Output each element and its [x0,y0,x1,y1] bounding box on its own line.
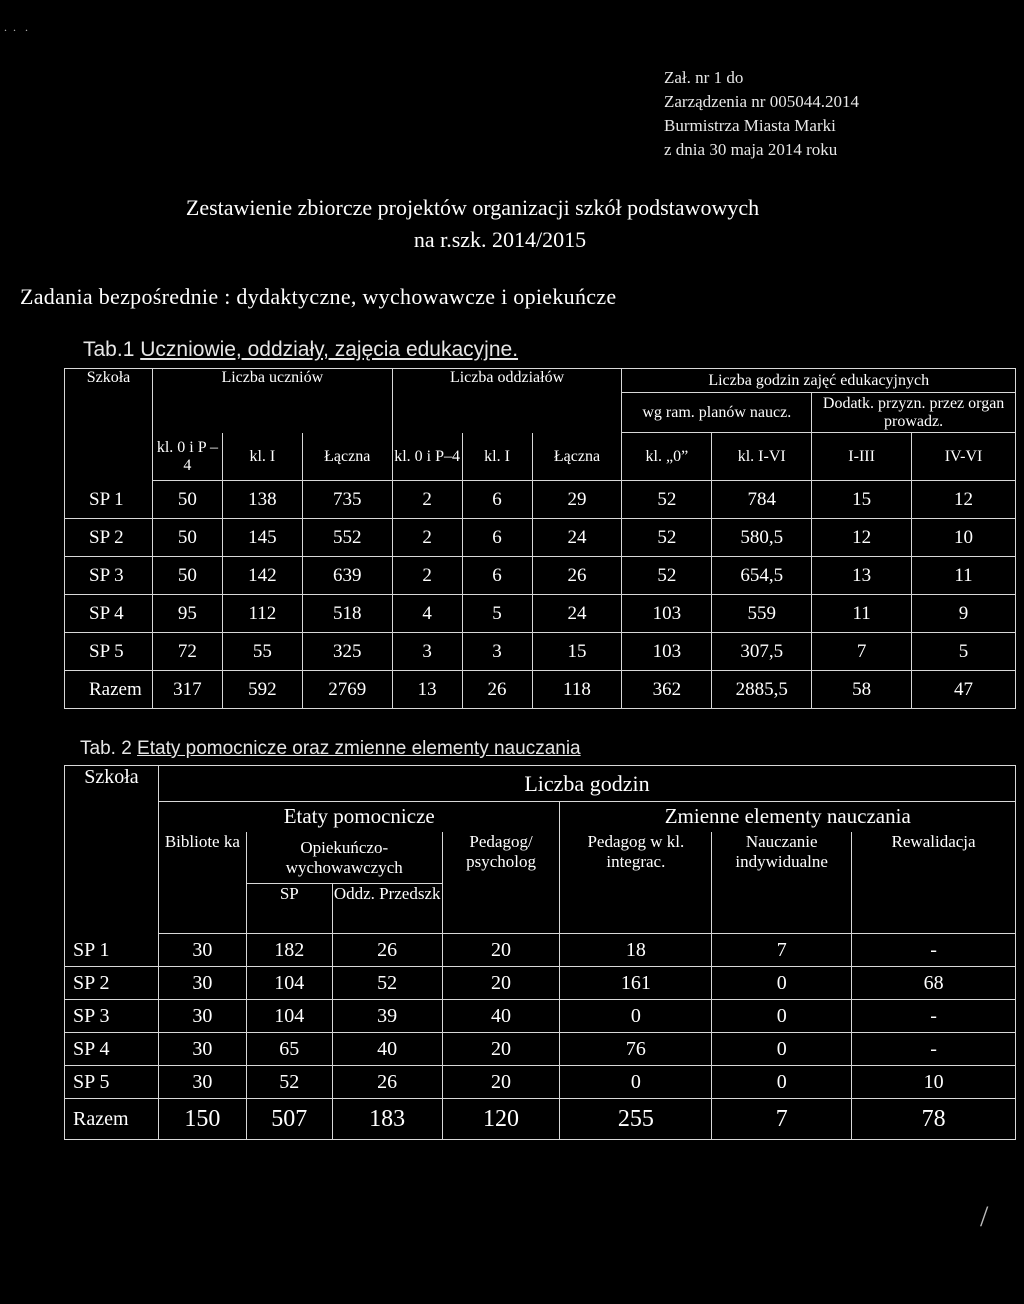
table-cell: 145 [222,519,302,557]
row-school: SP 3 [65,557,153,595]
row-school: SP 4 [65,595,153,633]
total-cell: 120 [442,1099,560,1140]
row-school: SP 5 [65,633,153,671]
scan-mark: / [980,1200,989,1233]
table-row [65,1033,1016,1066]
table-cell: 26 [532,557,622,595]
attachment-line-1: Zał. nr 1 do [664,68,744,87]
table-cell: 362 [622,671,712,709]
header-library: Bibliote ka [158,832,246,934]
table-cell: 10 [852,1066,1016,1099]
table-row [65,1000,1016,1033]
attachment-line-4: z dnia 30 maja 2014 roku [664,140,838,159]
table-cell: 15 [812,481,912,519]
row-school: SP 5 [65,1066,159,1099]
table-cell: 40 [442,1000,560,1033]
row-school: SP 2 [65,519,153,557]
row-school: Razem [65,1099,159,1140]
table-cell: 552 [302,519,392,557]
header-sp: SP [246,884,332,934]
table-cell: 20 [442,1033,560,1066]
table-cell: 784 [712,481,812,519]
table-cell: 104 [246,967,332,1000]
sub-header-cell: Łączna [532,433,622,481]
table-cell: 11 [812,595,912,633]
total-cell: 507 [246,1099,332,1140]
table-cell: 26 [332,934,442,967]
row-school: SP 1 [65,481,153,519]
table-cell: 29 [532,481,622,519]
table-cell: 9 [912,595,1016,633]
table-cell: 20 [442,934,560,967]
table-cell: 559 [712,595,812,633]
table-cell: 47 [912,671,1016,709]
table2-caption [80,738,581,760]
sub-header-cell: kl. „0” [622,433,712,481]
table2-caption-prefix: Tab. 2 [80,738,138,759]
scan-speckle: . . . [4,20,28,34]
table-cell: 12 [912,481,1016,519]
header-students: Liczba uczniów [152,369,392,433]
table-cell: 20 [442,967,560,1000]
table-cell: 325 [302,633,392,671]
table-cell: 52 [622,481,712,519]
students-table [64,368,1016,709]
header-individual: Nauczanie indywidualne [712,832,852,934]
header-plans: wg ram. planów naucz. [622,393,812,433]
table-cell: 592 [222,671,302,709]
table-cell: 2885,5 [712,671,812,709]
table-cell: 118 [532,671,622,709]
attachment-line-2: Zarządzenia nr 005044.2014 [664,92,859,111]
table-cell: 6 [462,557,532,595]
table-cell: 2 [392,557,462,595]
sub-header-cell: IV-VI [912,433,1016,481]
table-cell: 138 [222,481,302,519]
staff-hours-table [64,765,1016,1140]
header-hours: Liczba godzin [158,766,1015,802]
table-cell: 30 [158,934,246,967]
table-cell: 11 [912,557,1016,595]
table-cell: 18 [560,934,712,967]
table-cell: 50 [152,557,222,595]
table1-caption-text: Uczniowie, oddziały, zajęcia edukacyjne. [140,338,519,361]
header-extra: Dodatk. przyzn. przez organ prowadz. [812,393,1016,433]
total-cell: 7 [712,1099,852,1140]
table-cell: 142 [222,557,302,595]
table-cell: 13 [812,557,912,595]
table1-caption-prefix: Tab.1 [83,338,141,361]
table-cell: - [852,934,1016,967]
table-cell: 580,5 [712,519,812,557]
table-cell: 2 [392,481,462,519]
table-cell: 52 [622,519,712,557]
table-cell: 2 [392,519,462,557]
sub-header-cell: kl. 0 i P – 4 [152,433,222,481]
table-row [65,557,1016,595]
table-cell: 6 [462,481,532,519]
table-cell: 24 [532,595,622,633]
table-row [65,633,1016,671]
table-cell: 52 [246,1066,332,1099]
header-school: Szkoła [65,369,153,481]
table-cell: 6 [462,519,532,557]
header-rewalidation: Rewalidacja [852,832,1016,934]
table-cell: 30 [158,1000,246,1033]
header-variable-elements: Zmienne elementy nauczania [560,802,1016,832]
table-cell: 26 [332,1066,442,1099]
table-cell: 0 [712,1000,852,1033]
table-cell: 39 [332,1000,442,1033]
table-cell: 76 [560,1033,712,1066]
table-cell: - [852,1033,1016,1066]
table-cell: 103 [622,633,712,671]
table1-caption [83,338,518,362]
table-row [65,481,1016,519]
row-school: SP 1 [65,934,159,967]
header-integrated: Pedagog w kl. integrac. [560,832,712,934]
total-cell: 150 [158,1099,246,1140]
table-cell: 50 [152,519,222,557]
table-cell: 654,5 [712,557,812,595]
table-cell: 52 [332,967,442,1000]
sub-header-cell: kl. I-VI [712,433,812,481]
table-cell: 3 [392,633,462,671]
table-cell: 5 [912,633,1016,671]
header-care: Opiekuńczo- wychowawczych [246,832,442,884]
tasks-heading: Zadania bezpośrednie : dydaktyczne, wychowawcze i opiekuńcze [20,284,617,309]
table-cell: 58 [812,671,912,709]
table-cell: 7 [712,934,852,967]
row-school: SP 3 [65,1000,159,1033]
sub-header-cell: kl. 0 i P–4 [392,433,462,481]
document-subtitle: na r.szk. 2014/2015 [413,227,587,252]
table-cell: 104 [246,1000,332,1033]
table-cell: 0 [560,1066,712,1099]
table-cell: 10 [912,519,1016,557]
table-row [65,595,1016,633]
table-cell: 30 [158,967,246,1000]
table-cell: 50 [152,481,222,519]
table-cell: 95 [152,595,222,633]
table-cell: 0 [560,1000,712,1033]
table-cell: 518 [302,595,392,633]
table-cell: 52 [622,557,712,595]
table-cell: 3 [462,633,532,671]
table-cell: 182 [246,934,332,967]
row-school: Razem [65,671,153,709]
table2-caption-text: Etaty pomocnicze oraz zmienne elementy nauczania [137,738,581,759]
sub-header-cell: kl. I [462,433,532,481]
table-cell: 0 [712,1033,852,1066]
table-cell: 103 [622,595,712,633]
table-cell: 72 [152,633,222,671]
total-row [65,1099,1016,1140]
row-school: SP 2 [65,967,159,1000]
table-cell: 20 [442,1066,560,1099]
table-cell: 161 [560,967,712,1000]
table-row [65,671,1016,709]
table-cell: 2769 [302,671,392,709]
table-cell: 5 [462,595,532,633]
table-cell: 30 [158,1033,246,1066]
table-row [65,1066,1016,1099]
header-hours: Liczba godzin zajęć edukacyjnych [622,369,1016,393]
table-cell: - [852,1000,1016,1033]
table-cell: 639 [302,557,392,595]
table-row [65,934,1016,967]
table-cell: 24 [532,519,622,557]
table-cell: 0 [712,1066,852,1099]
table-cell: 30 [158,1066,246,1099]
table-cell: 112 [222,595,302,633]
table-cell: 7 [812,633,912,671]
total-cell: 255 [560,1099,712,1140]
table-cell: 55 [222,633,302,671]
table-cell: 0 [712,967,852,1000]
table-cell: 735 [302,481,392,519]
header-pedagog: Pedagog/ psycholog [442,832,560,934]
table-cell: 12 [812,519,912,557]
total-cell: 78 [852,1099,1016,1140]
table-cell: 26 [462,671,532,709]
table-cell: 40 [332,1033,442,1066]
table-row [65,967,1016,1000]
table-cell: 307,5 [712,633,812,671]
table-cell: 65 [246,1033,332,1066]
table-cell: 317 [152,671,222,709]
sub-header-cell: kl. I [222,433,302,481]
table-row [65,519,1016,557]
header-branches: Liczba oddziałów [392,369,622,433]
attachment-note [664,66,859,162]
header-school: Szkoła [65,766,159,934]
table-cell: 68 [852,967,1016,1000]
table-cell: 15 [532,633,622,671]
header-preschool: Oddz. Przedszk [332,884,442,934]
row-school: SP 4 [65,1033,159,1066]
table-cell: 13 [392,671,462,709]
total-cell: 183 [332,1099,442,1140]
table-cell: 4 [392,595,462,633]
sub-header-cell: I-III [812,433,912,481]
sub-header-cell: Łączna [302,433,392,481]
header-aux-staff: Etaty pomocnicze [158,802,560,832]
document-title: Zestawienie zbiorcze projektów organizacji szkół podstawowych [185,195,760,220]
attachment-line-3: Burmistrza Miasta Marki [664,116,836,135]
